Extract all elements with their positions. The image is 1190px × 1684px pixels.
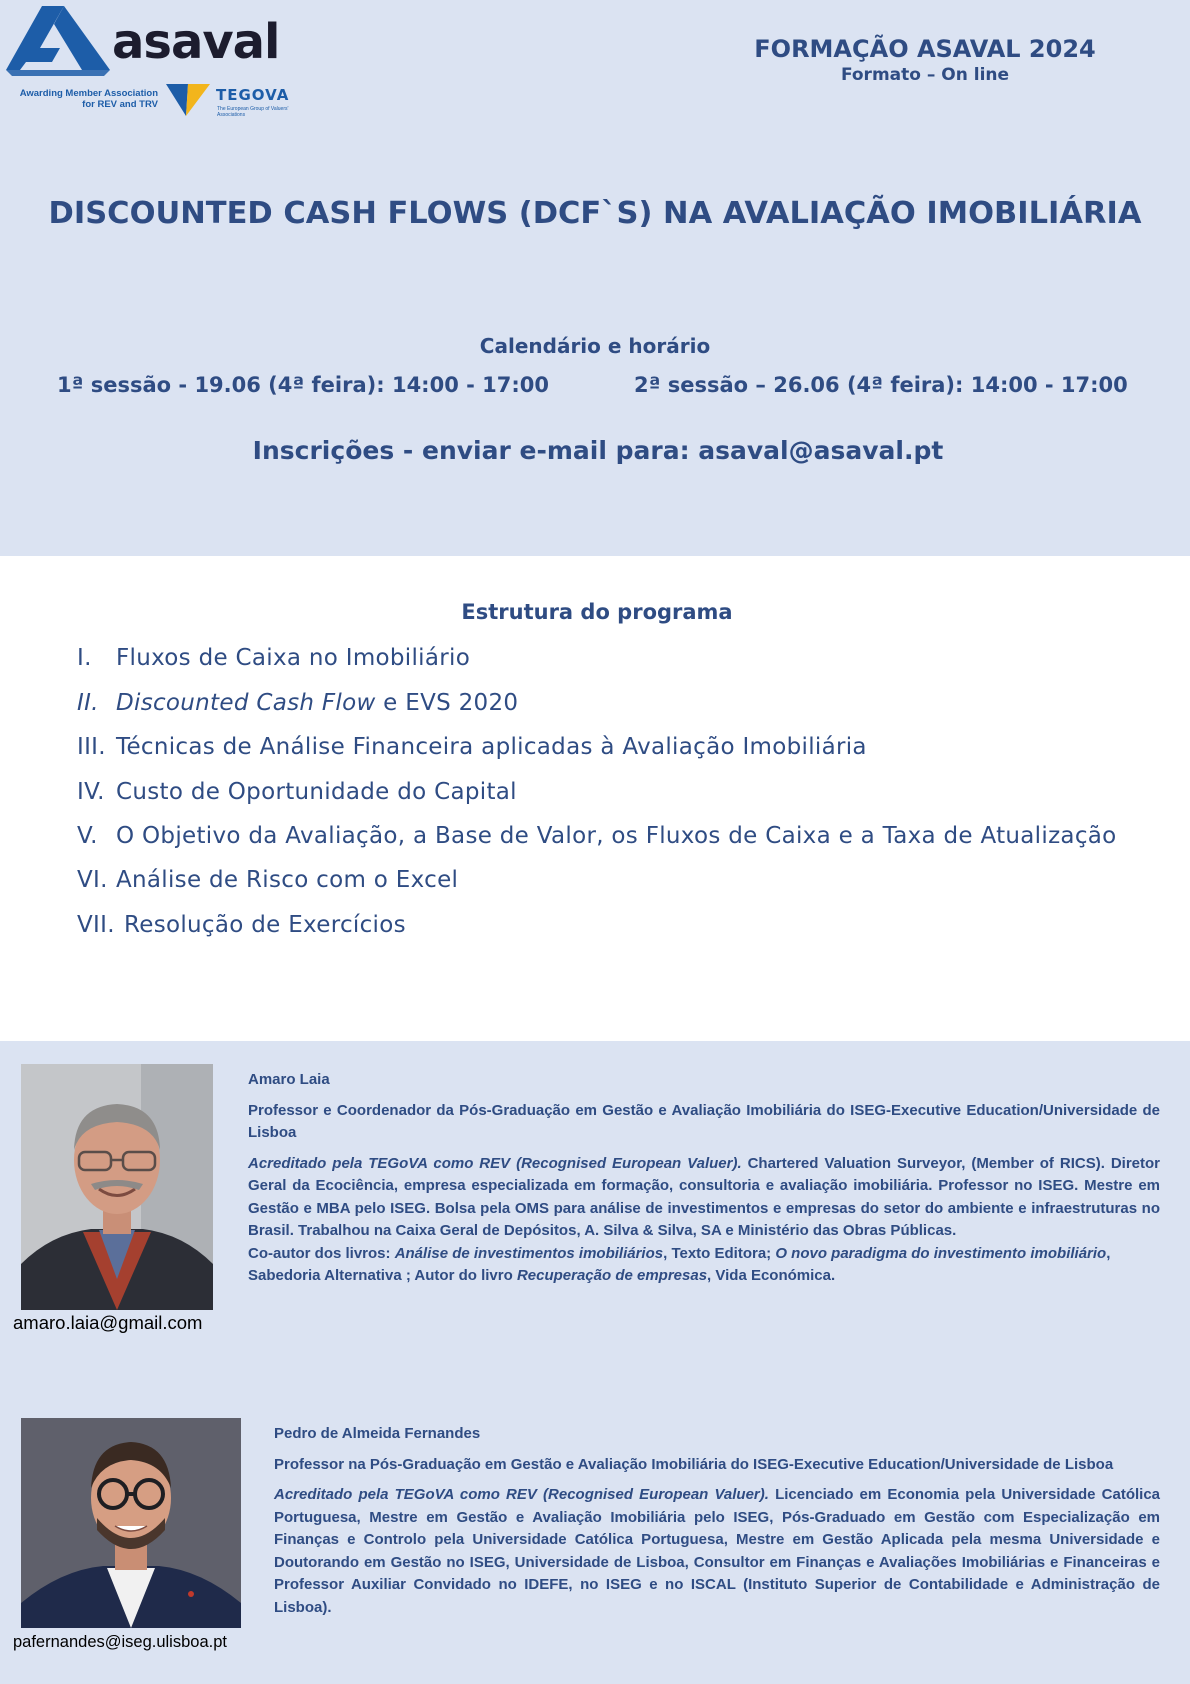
speaker-description: Acreditado pela TEGoVA como REV (Recognised European Valuer). Chartered Valuation Surveyor, (Member of RICS). Diretor Geral da Ecociência, empresa especializada em formação, consultoria e avaliação imobiliária. Professor no ISEG. Mestre em Gestão e MBA pelo ISEG. Bolsa pela OMS para análise de investimentos e empresas do setor do ambiente e infraestruturas no Brasil. Trabalhou na Caixa Geral de Depósitos, A. Silva & Silva, SA e Ministério das Obras Públicas. (248, 1154, 1160, 1239)
program-item-text: Fluxos de Caixa no Imobiliário (116, 645, 471, 671)
program-item-text: Técnicas de Análise Financeira aplicadas à Avaliação Imobiliária (116, 734, 867, 760)
program-item-number: III. (77, 734, 106, 760)
program-item (77, 770, 1137, 815)
program-item-text-italic: Discounted Cash Flow (116, 689, 376, 716)
program-item-number: IV. (77, 778, 105, 805)
tegova-name: TEGOVA (216, 86, 290, 104)
program-item-text: e EVS 2020 (375, 689, 519, 716)
program-item-number: II. (77, 689, 99, 716)
program-item-number: V. (77, 823, 98, 849)
program-item (77, 681, 1137, 726)
program-item (77, 814, 1137, 858)
program-list (77, 636, 1137, 947)
program-item (77, 903, 1137, 948)
course-format: Formato – On line (840, 65, 1010, 85)
registration-info: Inscrições - enviar e-mail para: asaval@asaval.pt (252, 436, 944, 465)
asaval-a-mark-icon (6, 6, 110, 76)
program-item (77, 636, 1137, 681)
speaker-description: Acreditado pela TEGoVA como REV (Recognised European Valuer). Licenciado em Economia pela Universidade Católica Portuguesa, Mestre em Gestão e Avaliação Imobiliária pelo ISEG, Pós-Graduado em Gestão com Especialização em Finanças e Controlo pela Universidade Católica Portuguesa, Mestre em Gestão Aplicada pela mesma Universidade e Doutorando em Gestão no ISEG, Universidade de Lisboa, Consultor em Finanças e Avaliações Imobiliárias e Financeiras e Professor Auxiliar Convidado no IDEFE, no ISEG e no ISCAL (Instituto Superior de Contabilidade e Administração de Lisboa). (274, 1486, 1160, 1616)
program-item-text: O Objetivo da Avaliação, a Base de Valor, os Fluxos de Caixa e a Taxa de Atualização (116, 823, 1117, 849)
person-portrait-icon (21, 1064, 213, 1310)
awarding-member-text: Awarding Member Association for REV and TRV (19, 88, 158, 110)
program-item-number: VI. (77, 867, 108, 893)
program-item-number: VII. (77, 911, 115, 938)
speaker-role: Professor e Coordenador da Pós-Graduação em Gestão e Avaliação Imobiliária do ISEG-Executive Education/Universidade de Lisboa (248, 1101, 1160, 1141)
asaval-wordmark: asaval (112, 14, 280, 70)
page-title: DISCOUNTED CASH FLOWS (DCF`S) NA AVALIAÇÃO IMOBILIÁRIA (48, 196, 1142, 231)
calendar-heading: Calendário e horário (479, 334, 711, 358)
speaker-photo-pedro-fernandes (21, 1418, 241, 1628)
session-2: 2ª sessão – 26.06 (4ª feira): 14:00 - 17:00 (634, 373, 1128, 397)
program-item (77, 858, 1137, 903)
asaval-logo (6, 6, 306, 118)
speaker-name: Amaro Laia (248, 1071, 330, 1088)
session-1: 1ª sessão - 19.06 (4ª feira): 14:00 - 17:00 (57, 373, 549, 397)
speaker-email: amaro.laia@gmail.com (13, 1312, 203, 1333)
speaker-role: Professor na Pós-Graduação em Gestão e Avaliação Imobiliária do ISEG-Executive Education/Universidade de Lisboa (274, 1455, 1114, 1473)
program-item (77, 725, 1137, 770)
speaker-bio-amaro-laia (248, 1069, 1160, 1288)
speaker-email: pafernandes@iseg.ulisboa.pt (13, 1633, 227, 1651)
speaker-name: Pedro de Almeida Fernandes (274, 1425, 481, 1442)
speaker-bio-pedro-fernandes (274, 1423, 1160, 1619)
program-item-text: Resolução de Exercícios (124, 911, 406, 938)
header-right (695, 34, 1155, 86)
program-item-text: Análise de Risco com o Excel (116, 867, 459, 893)
speaker-accreditation: Acreditado pela TEGoVA como REV (Recognised European Valuer). (274, 1486, 769, 1503)
program-item-text: Custo de Oportunidade do Capital (116, 778, 517, 805)
program-item-number: I. (77, 645, 92, 671)
course-series-title: FORMAÇÃO ASAVAL 2024 (754, 35, 1096, 63)
tegova-mark-icon (166, 84, 210, 116)
speaker-accreditation: Acreditado pela TEGoVA como REV (Recognised European Valuer). (248, 1154, 742, 1172)
speaker-photo-amaro-laia (21, 1064, 213, 1310)
program-heading: Estrutura do programa (461, 600, 733, 624)
tegova-subtitle: The European Group of Valuers' Associations (217, 106, 289, 118)
speaker-books: Co-autor dos livros: Análise de investimentos imobiliários, Texto Editora; O novo paradigma do investimento imobiliário, Sabedoria Alternativa ; Autor do livro Recuperação de empresas, Vida Económica. (248, 1244, 1111, 1284)
person-portrait-icon (21, 1418, 241, 1628)
